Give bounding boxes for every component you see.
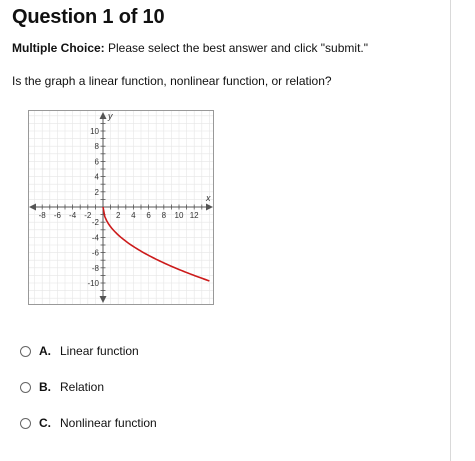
radio-button-c[interactable] — [20, 418, 31, 429]
instructions — [12, 41, 368, 55]
y-tick-label: 10 — [90, 127, 99, 136]
graph-figure — [28, 110, 214, 305]
choice-b-letter: B. — [39, 380, 51, 394]
instructions-label: Multiple Choice: — [12, 41, 105, 55]
y-tick-label: -2 — [91, 218, 99, 228]
choice-c-text: Nonlinear function — [60, 416, 157, 430]
y-tick-label: -8 — [91, 263, 99, 273]
question-counter-title: Question 1 of 10 — [12, 6, 165, 28]
x-tick-label: 8 — [161, 211, 167, 220]
question-text: Is the graph a linear function, nonlinear function, or relation? — [12, 74, 332, 88]
x-tick-label: 4 — [131, 211, 136, 220]
y-tick-label: -6 — [91, 248, 99, 258]
y-axis-label: y — [108, 111, 113, 121]
choice-b-text: Relation — [60, 380, 105, 394]
x-axis-label: x — [206, 193, 211, 203]
x-tick-label: -2 — [84, 211, 92, 220]
y-tick-label: 8 — [94, 142, 99, 152]
x-tick-label: 6 — [146, 211, 151, 220]
radio-button-a[interactable] — [20, 346, 31, 357]
choice-a[interactable] — [20, 344, 139, 358]
right-divider — [450, 0, 451, 461]
x-tick-label: -6 — [53, 211, 61, 220]
y-tick-label: -4 — [91, 233, 99, 243]
x-tick-label: 10 — [174, 211, 184, 220]
x-tick-label: -4 — [69, 211, 77, 220]
y-tick-label: -10 — [87, 279, 99, 288]
y-tick-label: 6 — [94, 157, 99, 167]
x-tick-label: 12 — [189, 211, 199, 220]
choice-b[interactable] — [20, 380, 104, 394]
choice-a-letter: A. — [39, 344, 51, 358]
choice-c-letter: C. — [39, 416, 51, 430]
x-tick-label: 2 — [115, 211, 121, 220]
y-tick-label: 4 — [94, 172, 99, 182]
choice-c[interactable] — [20, 416, 157, 430]
y-tick-label: 2 — [94, 187, 99, 197]
choice-a-text: Linear function — [60, 344, 139, 358]
radio-button-b[interactable] — [20, 382, 31, 393]
instructions-text: Please select the best answer and click "submit." — [108, 41, 368, 55]
x-tick-label: -8 — [38, 211, 46, 220]
